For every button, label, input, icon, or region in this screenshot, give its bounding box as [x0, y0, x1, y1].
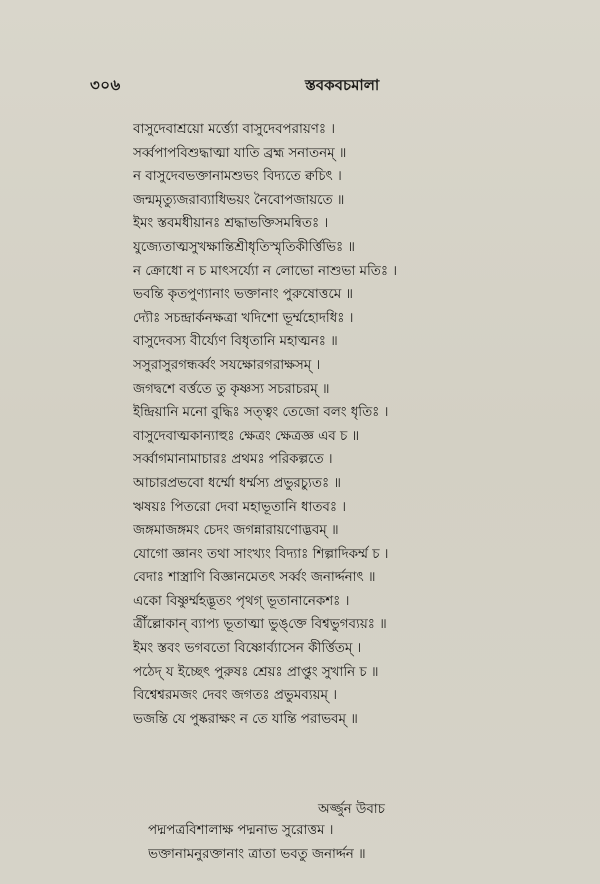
verse-line: পদ্মপত্রবিশালাক্ষ পদ্মনাভ সুরোত্তম । — [148, 823, 334, 838]
running-title: স্তবকবচমালা — [305, 76, 380, 94]
verse-line: একো বিষ্ণুর্ম্মহদ্ভূতং পৃথগ্ ভূতানানেকশঃ । — [133, 593, 350, 609]
verse-line: পঠেদ্ য ইচ্ছেৎ পুরুষঃ শ্রেয়ঃ প্রাপ্তুং সুখানি চ ॥ — [133, 664, 379, 680]
verse-line: ভজন্তি যে পুষ্করাক্ষং ন তে যান্তি পরাভবম্ ॥ — [133, 711, 358, 727]
verse-line: ইমং স্তবং ভগবতো বিষ্ণোর্ব্যাসেন কীর্ত্তিতম্ । — [133, 641, 362, 657]
verse-line: জগদ্বশে বর্ত্ততে তু কৃষ্ণস্য সচরাচরম্ ॥ — [133, 381, 330, 397]
verse-line: ইমং স্তবমধীয়ানঃ শ্রদ্ধাভক্তিসমন্বিতঃ । — [133, 216, 329, 232]
closing-verse-block — [148, 819, 578, 867]
verse-line: বাসুদেবাত্মকান্যাহুঃ ক্ষেত্রং ক্ষেত্রজ্ঞ এব চ ॥ — [133, 428, 360, 444]
verse-line: ভবন্তি কৃতপুণ্যানাং ভক্তানাং পুরুষোত্তমে ॥ — [133, 287, 354, 303]
verse-line: বেদাঃ শাস্ত্রাণি বিজ্ঞানমেতৎ সর্ব্বং জনার্দ্দনাৎ ॥ — [133, 570, 376, 586]
verse-line: জঙ্গমাজঙ্গমং চেদং জগন্নারায়ণোদ্ভবম্ ॥ — [133, 523, 339, 539]
verse-line: সর্ব্বপাপবিশুদ্ধাত্মা যাতি ব্রহ্ম সনাতনম্ ॥ — [133, 145, 347, 161]
section-heading: অর্জ্জুন উবাচ — [318, 802, 385, 817]
verse-line: জন্মমৃত্যুজরাব্যাধিভয়ং নৈবোপজায়তে ॥ — [133, 192, 345, 208]
verse-line: সর্ব্বাগমানামাচারঃ প্রথমঃ পরিকল্পতে । — [133, 452, 333, 468]
verse-line: দ্যৌঃ সচন্দ্রার্কনক্ষত্রা খদিশো ভূর্ম্মহোদধিঃ । — [133, 310, 354, 326]
verse-line: যুজ্যেতাত্মসুখক্ষান্তিশ্রীধৃতিস্মৃতিকীর্ত্তিভিঃ ॥ — [133, 239, 355, 255]
verse-line: ন ক্রোধো ন চ মাৎসর্য্যো ন লোভো নাশুভা মতিঃ । — [133, 263, 398, 279]
verse-line: ঋষয়ঃ পিতরো দেবা মহাভূতানি ধাতবঃ । — [133, 499, 347, 515]
verse-line: বাসুদেবস্য বীর্য্যেণ বিধৃতানি মহাত্মনঃ ॥ — [133, 334, 338, 350]
verse-line: ইন্দ্রিয়ানি মনো বুদ্ধিঃ সত্ত্বং তেজো বলং ধৃতিঃ । — [133, 405, 389, 421]
page-number: ৩০৬ — [90, 76, 121, 94]
verse-line: আচারপ্রভবো ধর্ম্মো ধর্ম্মস্য প্রভুরচ্যুতঃ ॥ — [133, 475, 341, 491]
verse-line: বিশ্বেশ্বরমজং দেবং জগতঃ প্রভুমব্যয়ম্ । — [133, 688, 338, 704]
verse-line: যোগো জ্ঞানং তথা সাংখ্যং বিদ্যাঃ শিল্পাদিকর্ম্ম চ । — [133, 546, 389, 562]
verse-block — [133, 118, 573, 731]
verse-line: সসুরাসুরগন্ধর্ব্বং সযক্ষোরগরাক্ষসম্ । — [133, 357, 321, 373]
verse-line: ন বাসুদেবভক্তানামশুভং বিদ্যতে ক্বচিৎ । — [133, 169, 342, 185]
verse-line: ভক্তানামনুরক্তানাং ত্রাতা ভবতু জনার্দ্দন ॥ — [148, 847, 366, 862]
verse-line: ত্রীঁল্লোকান্ ব্যাপ্য ভূতাত্মা ভুঙ্‌ক্তে বিশ্বভুগব্যয়ঃ ॥ — [133, 617, 387, 633]
verse-line: বাসুদেবাশ্রয়ো মর্ত্ত্যো বাসুদেবপরায়ণঃ । — [133, 122, 336, 137]
